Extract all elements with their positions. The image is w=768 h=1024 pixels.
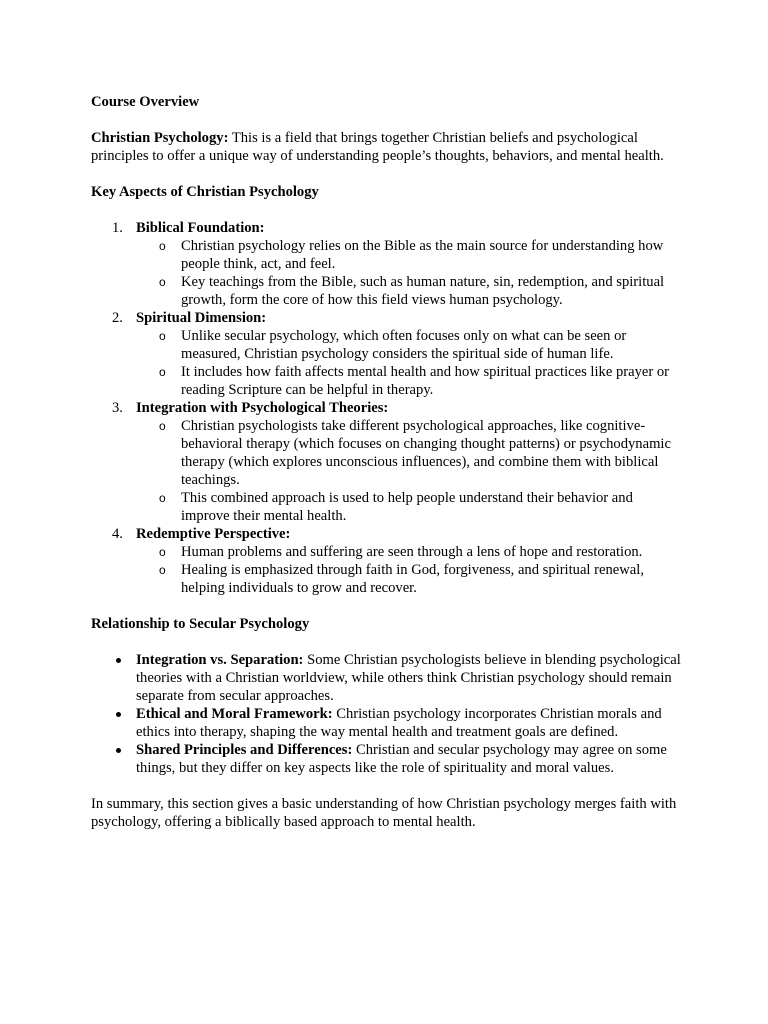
aspect-item	[91, 219, 681, 309]
aspect-points	[136, 543, 681, 597]
hollow-bullet-icon: o	[159, 491, 166, 505]
aspect-title: Integration with Psychological Theories:	[136, 400, 389, 416]
aspect-point-text: Christian psychology relies on the Bible as the main source for understanding how people think, act, and feel.	[181, 238, 664, 272]
aspect-point	[136, 273, 681, 309]
aspect-point	[136, 543, 681, 561]
aspect-point-text: This combined approach is used to help people understand their behavior and improve their mental health.	[181, 490, 633, 524]
intro-text: This is a field that brings together Christian beliefs and psychological principles to offer a unique way of understanding people’s thoughts, behaviors, and mental health.	[91, 130, 664, 164]
bullet-dot-icon	[116, 712, 121, 717]
secular-term: Ethical and Moral Framework:	[136, 706, 333, 722]
aspect-title: Spiritual Dimension:	[136, 310, 267, 326]
aspect-item	[91, 399, 681, 525]
secular-text: Christian and secular psychology may agree on some things, but they differ on key aspects like the role of spirituality and moral values.	[136, 742, 667, 776]
hollow-bullet-icon: o	[159, 365, 166, 379]
key-aspects-heading: Key Aspects of Christian Psychology	[91, 184, 319, 200]
aspect-point	[136, 237, 681, 273]
aspect-number: 4.	[112, 526, 123, 542]
secular-term: Integration vs. Separation:	[136, 652, 304, 668]
bullet-dot-icon	[116, 658, 121, 663]
aspect-number: 2.	[112, 310, 123, 326]
aspect-points	[136, 327, 681, 399]
spacer	[91, 201, 681, 219]
spacer	[91, 111, 681, 129]
hollow-bullet-icon: o	[159, 329, 166, 343]
aspect-point-text: Unlike secular psychology, which often focuses only on what can be seen or measured, Christian psychology considers the spiritual side of human life.	[181, 328, 627, 362]
aspect-item	[91, 525, 681, 597]
secular-term: Shared Principles and Differences:	[136, 742, 353, 758]
key-aspects-list	[91, 219, 681, 597]
spacer	[91, 165, 681, 183]
aspect-point-text: It includes how faith affects mental health and how spiritual practices like prayer or reading Scripture can be helpful in therapy.	[181, 364, 670, 398]
secular-item	[91, 651, 681, 705]
summary-paragraph: In summary, this section gives a basic understanding of how Christian psychology merges faith with psychology, offering a biblically based approach to mental health.	[91, 796, 677, 830]
hollow-bullet-icon: o	[159, 239, 166, 253]
intro-paragraph	[91, 129, 681, 165]
aspect-point	[136, 561, 681, 597]
secular-item	[91, 705, 681, 741]
course-overview-heading: Course Overview	[91, 94, 200, 110]
secular-list	[91, 651, 681, 777]
secular-text: Christian psychology incorporates Christian morals and ethics into therapy, shaping the way mental health and treatment goals are defined.	[136, 706, 662, 740]
spacer	[91, 597, 681, 615]
aspect-title: Redemptive Perspective:	[136, 526, 291, 542]
aspect-point	[136, 417, 681, 489]
aspect-point-text: Christian psychologists take different psychological approaches, like cognitive-behavioral therapy (which focuses on changing thought patterns) or psychodynamic therapy (which explores unconscious influences), and combine them with biblical teachings.	[181, 418, 671, 488]
hollow-bullet-icon: o	[159, 419, 166, 433]
aspect-point-text: Key teachings from the Bible, such as human nature, sin, redemption, and spiritual growth, form the core of how this field views human psychology.	[181, 274, 665, 308]
spacer	[91, 633, 681, 651]
secular-item	[91, 741, 681, 777]
secular-text: Some Christian psychologists believe in blending psychological theories with a Christian worldview, while others think Christian psychology should remain separate from secular approaches.	[136, 652, 681, 704]
aspect-points	[136, 237, 681, 309]
aspect-points	[136, 417, 681, 525]
hollow-bullet-icon: o	[159, 545, 166, 559]
aspect-number: 3.	[112, 400, 123, 416]
aspect-point-text: Healing is emphasized through faith in God, forgiveness, and spiritual renewal, helping individuals to grow and recover.	[181, 562, 644, 596]
hollow-bullet-icon: o	[159, 275, 166, 289]
spacer	[91, 777, 681, 795]
secular-heading: Relationship to Secular Psychology	[91, 616, 310, 632]
aspect-item	[91, 309, 681, 399]
aspect-point	[136, 489, 681, 525]
bullet-dot-icon	[116, 748, 121, 753]
aspect-point	[136, 327, 681, 363]
aspect-point	[136, 363, 681, 399]
document-page	[91, 93, 681, 831]
aspect-point-text: Human problems and suffering are seen through a lens of hope and restoration.	[181, 544, 643, 560]
hollow-bullet-icon: o	[159, 563, 166, 577]
intro-term: Christian Psychology:	[91, 130, 229, 146]
aspect-number: 1.	[112, 220, 123, 236]
aspect-title: Biblical Foundation:	[136, 220, 265, 236]
